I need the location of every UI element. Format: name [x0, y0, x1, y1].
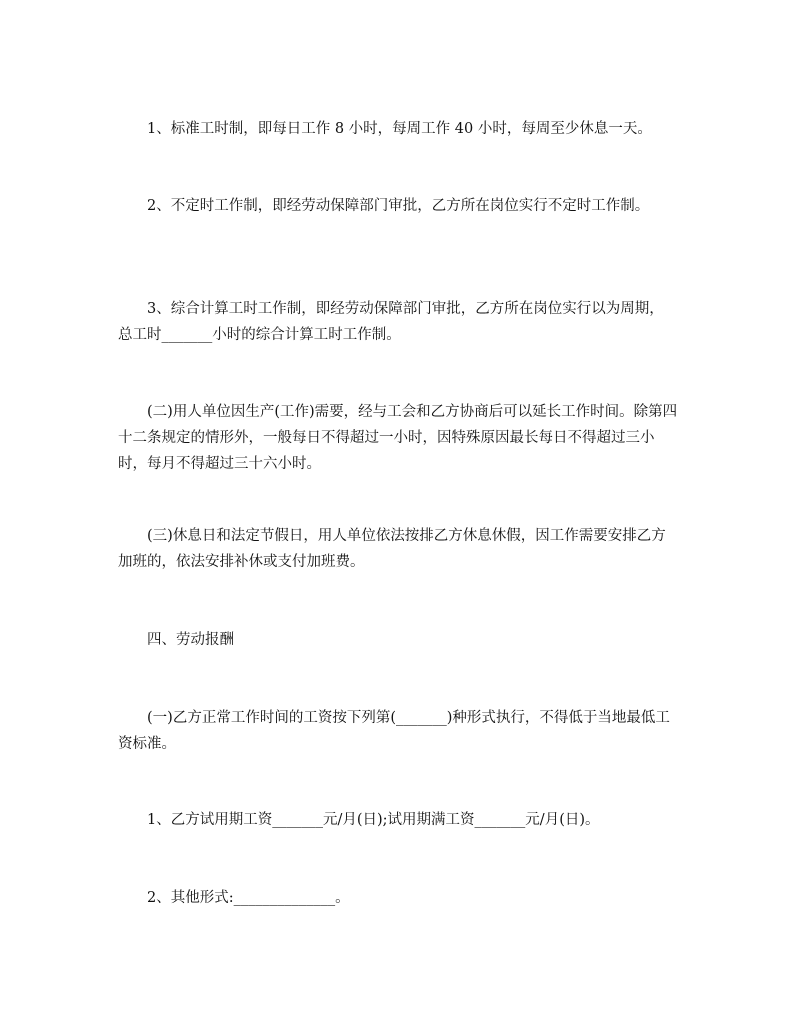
paragraph-comprehensive-hours: 3、综合计算工时工作制，即经劳动保障部门审批，乙方所在岗位实行以为周期，总工时_______小时的综合计算工时工作制。 — [118, 301, 664, 343]
paragraph-other-form: 2、其他形式:______________。 — [147, 890, 350, 906]
section-heading-labor-pay: 四、劳动报酬 — [147, 632, 234, 648]
paragraph-probation-wage: 1、乙方试用期工资_______元/月(日);试用期满工资_______元/月(日)。 — [147, 812, 600, 828]
paragraph-rest-days: (三)休息日和法定节假日，用人单位依法按排乙方休息休假，因工作需要安排乙方加班的，依法安排补休或支付加班费。 — [118, 528, 666, 570]
paragraph-wage-form: (一)乙方正常工作时间的工资按下列第(_______)种形式执行，不得低于当地最低工资标准。 — [118, 710, 670, 752]
paragraph-standard-hours: 1、标准工时制，即每日工作 8 小时，每周工作 40 小时，每周至少休息一天。 — [147, 121, 652, 137]
paragraph-flexible-hours: 2、不定时工作制，即经劳动保障部门审批，乙方所在岗位实行不定时工作制。 — [147, 198, 650, 214]
paragraph-overtime-extension: (二)用人单位因生产(工作)需要，经与工会和乙方协商后可以延长工作时间。除第四十二条规定的情形外，一般每日不得超过一小时，因特殊原因最长每日不得超过三小时，每月不得超过三十六小时。 — [118, 404, 678, 472]
